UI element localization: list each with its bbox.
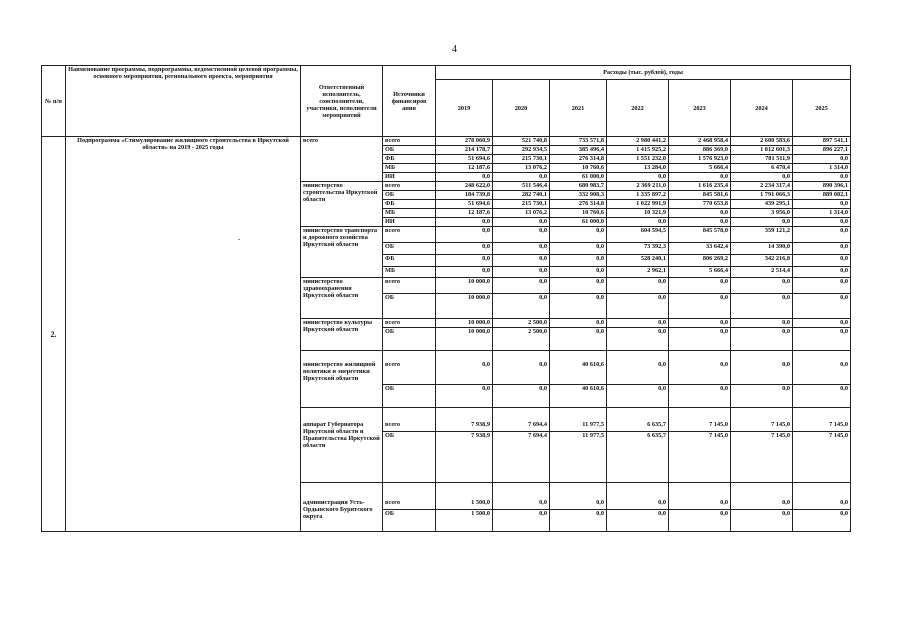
value-cell: 0,0 bbox=[793, 267, 851, 278]
header-expenses: Расходы (тыс. рублей), годы bbox=[436, 66, 851, 80]
value-cell: 2 980 441,2 bbox=[607, 137, 669, 146]
value-cell: 40 610,6 bbox=[550, 385, 607, 408]
value-cell: 1 812 601,3 bbox=[731, 146, 793, 155]
header-name: Наименование программы, подпрограммы, ведомственной целевой программы, основного мероприятия, регионального проекта, мероприятия bbox=[66, 66, 301, 137]
value-cell: 0,0 bbox=[607, 319, 669, 328]
value-cell: 184 739,8 bbox=[436, 191, 493, 200]
value-cell: 7 938,9 bbox=[436, 408, 493, 432]
value-cell: 0,0 bbox=[793, 200, 851, 209]
value-cell: 2 468 958,4 bbox=[669, 137, 731, 146]
value-cell: 248 622,0 bbox=[436, 182, 493, 191]
value-cell: 0,0 bbox=[793, 155, 851, 164]
executor-cell: министерство жилищной политики и энергетики Иркутской области bbox=[301, 351, 383, 408]
value-cell: 385 496,4 bbox=[550, 146, 607, 155]
executor-cell: министерство культуры Иркутской области bbox=[301, 319, 383, 351]
value-cell: 521 740,8 bbox=[493, 137, 550, 146]
value-cell: 276 314,8 bbox=[550, 155, 607, 164]
value-cell: 10 321,9 bbox=[607, 209, 669, 218]
value-cell: 0,0 bbox=[550, 227, 607, 243]
value-cell: 33 642,4 bbox=[669, 243, 731, 255]
value-cell: 7 145,0 bbox=[669, 408, 731, 432]
value-cell: 11 977,5 bbox=[550, 432, 607, 483]
value-cell: 2 234 317,4 bbox=[731, 182, 793, 191]
value-cell: 332 908,3 bbox=[550, 191, 607, 200]
value-cell: 1 791 066,3 bbox=[731, 191, 793, 200]
value-cell: 528 240,1 bbox=[607, 255, 669, 267]
source-cell: ИИ bbox=[383, 173, 436, 182]
value-cell: 439 295,1 bbox=[731, 200, 793, 209]
value-cell: 0,0 bbox=[436, 218, 493, 227]
program-name: Подпрограмма «Стимулирование жилищного строительства в Иркутской области» на 2019 - 2025 годы bbox=[66, 137, 301, 532]
executor-cell: аппарат Губернатора Иркутской области и Правительства Иркутской области bbox=[301, 408, 383, 483]
value-cell: 2 600 583,6 bbox=[731, 137, 793, 146]
value-cell: 61 000,0 bbox=[550, 218, 607, 227]
header-year: 2019 bbox=[436, 80, 493, 137]
value-cell: 0,0 bbox=[550, 255, 607, 267]
value-cell: 6 470,4 bbox=[731, 164, 793, 173]
source-cell: МБ bbox=[383, 164, 436, 173]
header-num: № п/п bbox=[42, 66, 66, 137]
value-cell: 10 000,0 bbox=[436, 319, 493, 328]
header-year: 2021 bbox=[550, 80, 607, 137]
value-cell: 0,0 bbox=[731, 218, 793, 227]
value-cell: 0,0 bbox=[669, 209, 731, 218]
value-cell: 0,0 bbox=[731, 319, 793, 328]
value-cell: 0,0 bbox=[607, 173, 669, 182]
value-cell: 1 415 925,2 bbox=[607, 146, 669, 155]
value-cell: 51 694,6 bbox=[436, 155, 493, 164]
value-cell: 0,0 bbox=[793, 319, 851, 328]
value-cell: 14 390,0 bbox=[731, 243, 793, 255]
value-cell: 0,0 bbox=[436, 243, 493, 255]
value-cell: 0,0 bbox=[793, 255, 851, 267]
value-cell: 7 145,0 bbox=[669, 432, 731, 483]
value-cell: 0,0 bbox=[793, 173, 851, 182]
value-cell: 1 551 232,0 bbox=[607, 155, 669, 164]
value-cell: 0,0 bbox=[493, 227, 550, 243]
value-cell: 51 694,6 bbox=[436, 200, 493, 209]
value-cell: 0,0 bbox=[793, 385, 851, 408]
source-cell: МБ bbox=[383, 209, 436, 218]
source-cell: всего bbox=[383, 408, 436, 432]
value-cell: 7 145,0 bbox=[731, 432, 793, 483]
executor-cell: министерство строительства Иркутской области bbox=[301, 182, 383, 227]
value-cell: 0,0 bbox=[550, 328, 607, 351]
value-cell: 0,0 bbox=[669, 294, 731, 319]
value-cell: 896 227,1 bbox=[793, 146, 851, 155]
value-cell: 0,0 bbox=[793, 227, 851, 243]
value-cell: 0,0 bbox=[436, 227, 493, 243]
value-cell: 10 000,0 bbox=[436, 294, 493, 319]
value-cell: 0,0 bbox=[550, 278, 607, 294]
value-cell: 0,0 bbox=[793, 328, 851, 351]
value-cell: 0,0 bbox=[550, 319, 607, 328]
header-executor: Ответственный исполнитель, соисполнители, участники, исполнители мероприятий bbox=[301, 66, 383, 137]
value-cell: 2 500,0 bbox=[493, 319, 550, 328]
value-cell: 0,0 bbox=[669, 328, 731, 351]
source-cell: ОБ bbox=[383, 432, 436, 483]
source-cell: МБ bbox=[383, 267, 436, 278]
value-cell: 12 187,6 bbox=[436, 164, 493, 173]
value-cell: 2 500,0 bbox=[493, 328, 550, 351]
source-cell: всего bbox=[383, 278, 436, 294]
value-cell: 0,0 bbox=[493, 385, 550, 408]
value-cell: 7 145,0 bbox=[731, 408, 793, 432]
value-cell: 282 740,1 bbox=[493, 191, 550, 200]
source-cell: ОБ bbox=[383, 191, 436, 200]
value-cell: 0,0 bbox=[669, 483, 731, 510]
value-cell: 7 145,0 bbox=[793, 408, 851, 432]
value-cell: 845 578,0 bbox=[669, 227, 731, 243]
value-cell: 0,0 bbox=[550, 267, 607, 278]
value-cell: 0,0 bbox=[669, 351, 731, 385]
value-cell: 0,0 bbox=[607, 218, 669, 227]
value-cell: 2 514,4 bbox=[731, 267, 793, 278]
value-cell: 845 581,6 bbox=[669, 191, 731, 200]
value-cell: 1 314,0 bbox=[793, 209, 851, 218]
value-cell: 511 546,4 bbox=[493, 182, 550, 191]
value-cell: 0,0 bbox=[493, 243, 550, 255]
value-cell: 0,0 bbox=[550, 510, 607, 532]
value-cell: 0,0 bbox=[793, 351, 851, 385]
value-cell: 733 571,8 bbox=[550, 137, 607, 146]
value-cell: 13 076,2 bbox=[493, 209, 550, 218]
value-cell: 0,0 bbox=[731, 278, 793, 294]
value-cell: 0,0 bbox=[436, 255, 493, 267]
value-cell: 0,0 bbox=[731, 483, 793, 510]
value-cell: 0,0 bbox=[669, 385, 731, 408]
value-cell: 0,0 bbox=[607, 328, 669, 351]
value-cell: 0,0 bbox=[493, 510, 550, 532]
value-cell: 0,0 bbox=[669, 173, 731, 182]
value-cell: 40 610,6 bbox=[550, 351, 607, 385]
value-cell: 73 392,3 bbox=[607, 243, 669, 255]
value-cell: 13 284,0 bbox=[607, 164, 669, 173]
value-cell: 770 653,8 bbox=[669, 200, 731, 209]
value-cell: 0,0 bbox=[793, 243, 851, 255]
value-cell: 2 369 211,0 bbox=[607, 182, 669, 191]
source-cell: ОБ bbox=[383, 243, 436, 255]
source-cell: ФБ bbox=[383, 155, 436, 164]
value-cell: 13 076,2 bbox=[493, 164, 550, 173]
value-cell: 0,0 bbox=[731, 385, 793, 408]
value-cell: 0,0 bbox=[731, 351, 793, 385]
table-body bbox=[42, 137, 851, 532]
value-cell: 7 694,4 bbox=[493, 432, 550, 483]
executor-cell: министерство здравоохранения Иркутской области bbox=[301, 278, 383, 319]
value-cell: 0,0 bbox=[793, 483, 851, 510]
value-cell: 0,0 bbox=[493, 483, 550, 510]
header-source: Источники финансиров ания bbox=[383, 66, 436, 137]
value-cell: 0,0 bbox=[731, 510, 793, 532]
value-cell: 7 694,4 bbox=[493, 408, 550, 432]
value-cell: 0,0 bbox=[669, 218, 731, 227]
value-cell: 3 956,0 bbox=[731, 209, 793, 218]
value-cell: 0,0 bbox=[436, 351, 493, 385]
value-cell: 0,0 bbox=[493, 294, 550, 319]
value-cell: 5 666,4 bbox=[669, 164, 731, 173]
source-cell: всего bbox=[383, 182, 436, 191]
header-year: 2024 bbox=[731, 80, 793, 137]
value-cell: 0,0 bbox=[493, 218, 550, 227]
value-cell: 0,0 bbox=[607, 351, 669, 385]
value-cell: 359 121,2 bbox=[731, 227, 793, 243]
value-cell: 342 216,8 bbox=[731, 255, 793, 267]
page-number: 4 bbox=[452, 44, 457, 55]
value-cell: 7 145,0 bbox=[793, 432, 851, 483]
value-cell: 12 187,6 bbox=[436, 209, 493, 218]
value-cell: 0,0 bbox=[669, 278, 731, 294]
value-cell: 10 000,0 bbox=[436, 278, 493, 294]
value-cell: 0,0 bbox=[607, 385, 669, 408]
value-cell: 0,0 bbox=[669, 319, 731, 328]
value-cell: 0,0 bbox=[550, 294, 607, 319]
value-cell: 215 730,1 bbox=[493, 200, 550, 209]
source-cell: ОБ bbox=[383, 146, 436, 155]
value-cell: 61 000,0 bbox=[550, 173, 607, 182]
source-cell: ОБ bbox=[383, 385, 436, 408]
value-cell: 890 396,1 bbox=[793, 182, 851, 191]
executor-cell: всего bbox=[301, 137, 383, 182]
value-cell: 0,0 bbox=[493, 267, 550, 278]
source-cell: ФБ bbox=[383, 255, 436, 267]
value-cell: 806 269,2 bbox=[669, 255, 731, 267]
value-cell: 11 977,5 bbox=[550, 408, 607, 432]
value-cell: 10 000,0 bbox=[436, 328, 493, 351]
value-cell: 0,0 bbox=[493, 255, 550, 267]
value-cell: 278 060,9 bbox=[436, 137, 493, 146]
value-cell: 0,0 bbox=[436, 385, 493, 408]
budget-table bbox=[41, 65, 851, 532]
source-cell: всего bbox=[383, 483, 436, 510]
header-year: 2025 bbox=[793, 80, 851, 137]
value-cell: 1 500,0 bbox=[436, 510, 493, 532]
source-cell: ИИ bbox=[383, 218, 436, 227]
header-year: 2023 bbox=[669, 80, 731, 137]
value-cell: 0,0 bbox=[669, 510, 731, 532]
value-cell: 0,0 bbox=[731, 173, 793, 182]
source-cell: всего bbox=[383, 319, 436, 328]
value-cell: 886 369,0 bbox=[669, 146, 731, 155]
value-cell: 897 541,1 bbox=[793, 137, 851, 146]
source-cell: всего bbox=[383, 351, 436, 385]
value-cell: 292 934,5 bbox=[493, 146, 550, 155]
value-cell: 1 576 923,0 bbox=[669, 155, 731, 164]
value-cell: 0,0 bbox=[793, 278, 851, 294]
value-cell: 6 635,7 bbox=[607, 432, 669, 483]
value-cell: 0,0 bbox=[793, 294, 851, 319]
value-cell: 0,0 bbox=[607, 294, 669, 319]
row-index: 2. bbox=[42, 137, 66, 532]
value-cell: 889 082,1 bbox=[793, 191, 851, 200]
value-cell: 781 511,9 bbox=[731, 155, 793, 164]
source-cell: ОБ bbox=[383, 294, 436, 319]
value-cell: 10 760,6 bbox=[550, 164, 607, 173]
value-cell: 1 314,0 bbox=[793, 164, 851, 173]
executor-cell: министерство транспорта и дорожного хозяйства Иркутской области bbox=[301, 227, 383, 278]
source-cell: ФБ bbox=[383, 200, 436, 209]
value-cell: 604 594,5 bbox=[607, 227, 669, 243]
source-cell: ОБ bbox=[383, 510, 436, 532]
value-cell: 1 500,0 bbox=[436, 483, 493, 510]
value-cell: 0,0 bbox=[607, 510, 669, 532]
value-cell: 0,0 bbox=[550, 483, 607, 510]
executor-cell: администрация Усть-Ордынского Бурятского округа bbox=[301, 483, 383, 532]
value-cell: 0,0 bbox=[731, 328, 793, 351]
header-year: 2020 bbox=[493, 80, 550, 137]
value-cell: 1 022 991,9 bbox=[607, 200, 669, 209]
value-cell: 0,0 bbox=[436, 267, 493, 278]
value-cell: 0,0 bbox=[793, 218, 851, 227]
value-cell: 0,0 bbox=[731, 294, 793, 319]
value-cell: 5 666,4 bbox=[669, 267, 731, 278]
value-cell: 0,0 bbox=[493, 173, 550, 182]
decorative-dash: - bbox=[238, 235, 241, 243]
value-cell: 2 962,1 bbox=[607, 267, 669, 278]
value-cell: 0,0 bbox=[607, 483, 669, 510]
source-cell: всего bbox=[383, 227, 436, 243]
value-cell: 0,0 bbox=[436, 173, 493, 182]
value-cell: 10 760,6 bbox=[550, 209, 607, 218]
value-cell: 215 730,1 bbox=[493, 155, 550, 164]
header-year: 2022 bbox=[607, 80, 669, 137]
value-cell: 6 635,7 bbox=[607, 408, 669, 432]
source-cell: ОБ bbox=[383, 328, 436, 351]
value-cell: 680 983,7 bbox=[550, 182, 607, 191]
value-cell: 0,0 bbox=[607, 278, 669, 294]
value-cell: 1 335 897,2 bbox=[607, 191, 669, 200]
value-cell: 0,0 bbox=[493, 351, 550, 385]
value-cell: 0,0 bbox=[793, 510, 851, 532]
value-cell: 1 616 235,4 bbox=[669, 182, 731, 191]
value-cell: 276 314,8 bbox=[550, 200, 607, 209]
table-row bbox=[42, 137, 851, 146]
value-cell: 0,0 bbox=[493, 278, 550, 294]
source-cell: всего bbox=[383, 137, 436, 146]
value-cell: 0,0 bbox=[550, 243, 607, 255]
value-cell: 214 178,7 bbox=[436, 146, 493, 155]
value-cell: 7 938,9 bbox=[436, 432, 493, 483]
